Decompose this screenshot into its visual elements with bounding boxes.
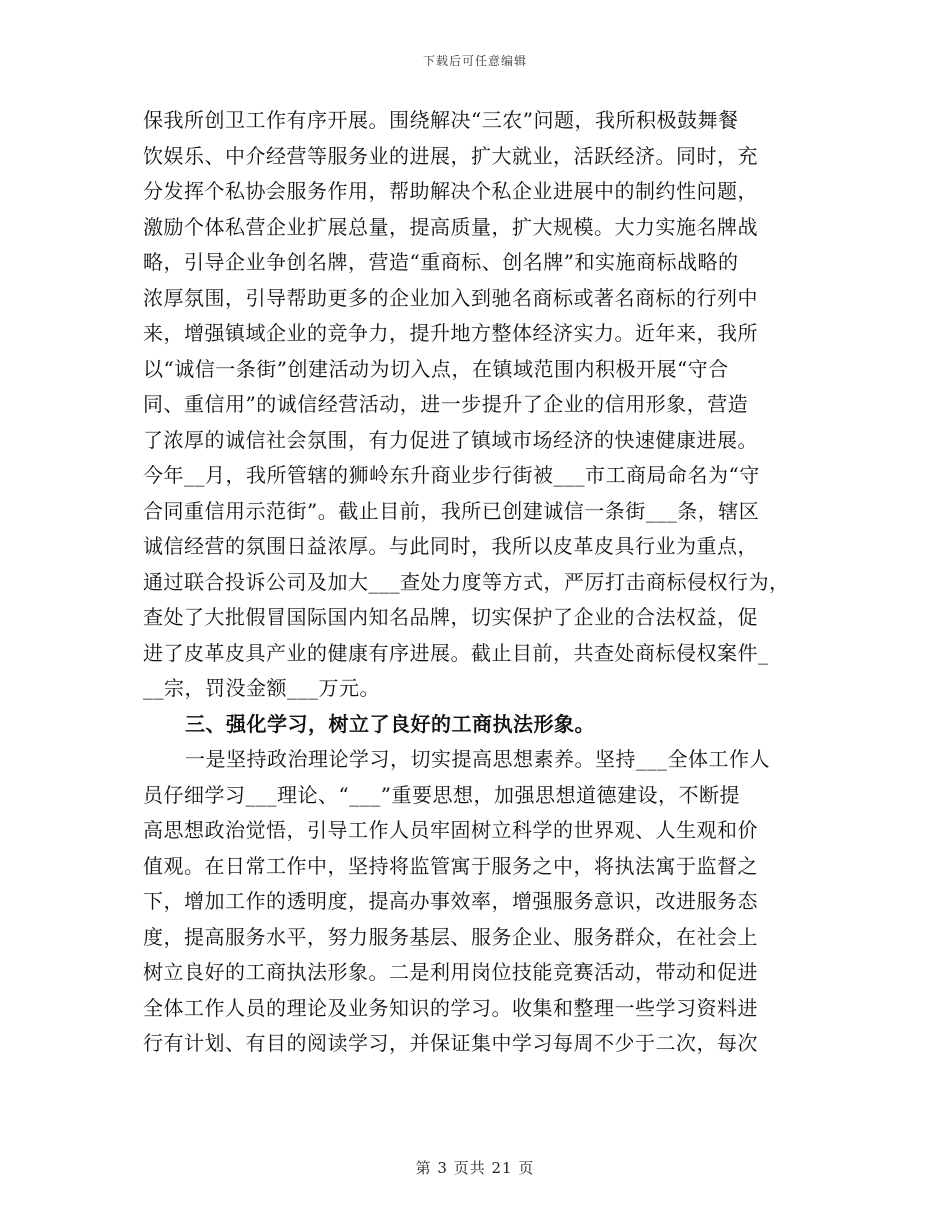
body-line: 了浓厚的诚信社会氛围，有力促进了镇域市场经济的快速健康进展。 [143, 427, 758, 452]
document-body [143, 103, 823, 1062]
body-line: 一是坚持政治理论学习，切实提高思想素养。坚持___全体工作人 [185, 747, 770, 771]
body-line: 全体工作人员的理论及业务知识的学习。收集和整理一些学习资料进 [143, 995, 758, 1020]
section-heading: 三、强化学习，树立了良好的工商执法形象。 [185, 711, 595, 736]
body-line: 下，增加工作的透明度，提高办事效率，增强服务意识，改进服务态 [143, 889, 758, 913]
page-header: 下载后可任意编辑 [422, 54, 527, 68]
body-line: 度，提高服务水平，努力服务基层、服务企业、服务群众，在社会上 [143, 924, 758, 949]
body-line: 来，增强镇域企业的竞争力，提升地方整体经济实力。近年来，我所 [143, 321, 758, 345]
body-line: 同、重信用”的诚信经营活动，进一步提升了企业的信用形象，营造 [143, 392, 749, 416]
body-line: 树立良好的工商执法形象。二是利用岗位技能竞赛活动，带动和促进 [143, 960, 758, 984]
body-line: 查处了大批假冒国际国内知名品牌，切实保护了企业的合法权益，促 [143, 605, 758, 629]
body-line: 略，引导企业争创名牌，营造“重商标、创名牌”和实施商标战略的 [143, 250, 739, 274]
body-line: 保我所创卫工作有序开展。围绕解决“三农”问题，我所积极鼓舞餐 [143, 108, 739, 132]
body-line: 饮娱乐、中介经营等服务业的进展，扩大就业，活跃经济。同时，充 [143, 143, 758, 168]
body-line: 值观。在日常工作中，坚持将监管寓于服务之中，将执法寓于监督之 [143, 853, 758, 878]
page-footer: 第 3 页共 21 页 [415, 1159, 535, 1177]
body-line: 行有计划、有目的阅读学习，并保证集中学习每周不少于二次，每次 [143, 1031, 758, 1055]
body-line: 以“诚信一条街”创建活动为切入点，在镇域范围内积极开展“守合 [143, 356, 729, 381]
body-line: 员仔细学习___理论、“___”重要思想，加强思想道德建设，不断提 [143, 782, 740, 807]
body-line: 分发挥个私协会服务作用，帮助解决个私企业进展中的制约性问题， [143, 179, 758, 203]
body-line: 通过联合投诉公司及加大___查处力度等方式，严厉打击商标侵权行为， [143, 569, 790, 594]
body-line: 高思想政治觉悟，引导工作人员牢固树立科学的世界观、人生观和价 [143, 818, 758, 842]
body-line: 今年__月，我所管辖的狮岭东升商业步行街被___市工商局命名为“守 [143, 463, 760, 487]
body-line: 激励个体私营企业扩展总量，提高质量，扩大规模。大力实施名牌战 [143, 214, 758, 239]
body-line: __宗，罚没金额___万元。 [143, 676, 380, 700]
body-line: 进了皮革皮具产业的健康有序进展。截止目前，共查处商标侵权案件_ [143, 640, 769, 665]
body-line: 诚信经营的氛围日益浓厚。与此同时，我所以皮革皮具行业为重点， [143, 534, 758, 558]
body-line: 合同重信用示范街”。截止目前，我所已创建诚信一条街___条，辖区 [143, 498, 760, 523]
body-line: 浓厚氛围，引导帮助更多的企业加入到驰名商标或著名商标的行列中 [143, 285, 758, 310]
